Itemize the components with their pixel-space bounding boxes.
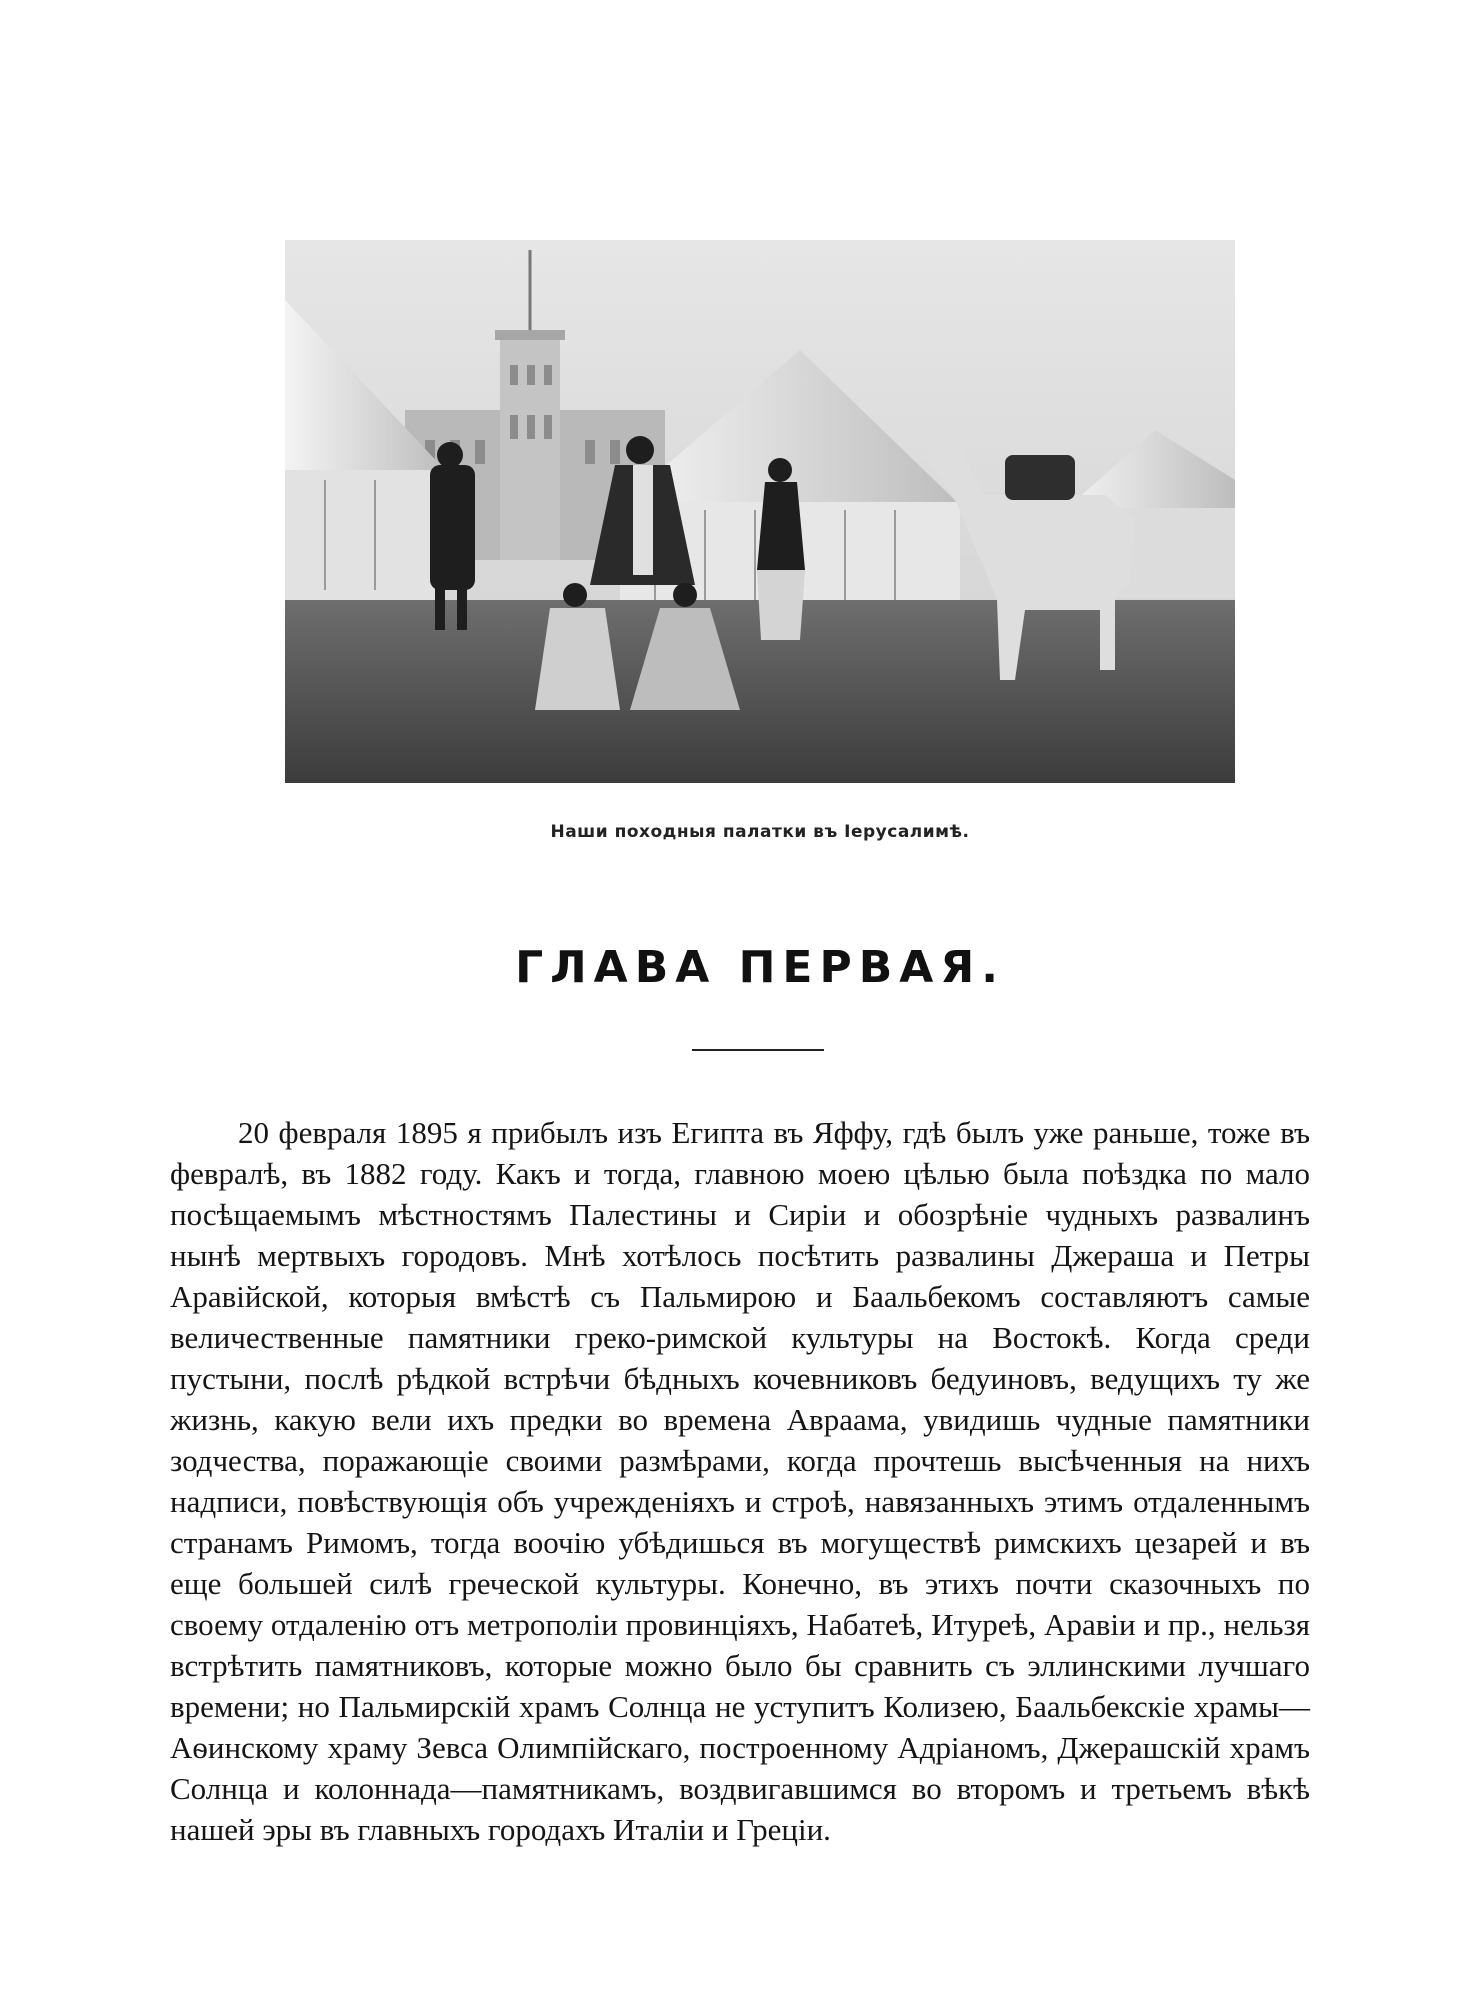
chapter-title: ГЛАВА ПЕРВАЯ. <box>515 942 1005 993</box>
photograph <box>285 240 1235 783</box>
photograph-drawing <box>285 240 1235 783</box>
divider-rule <box>692 1049 824 1051</box>
body-paragraph: 20 февраля 1895 я прибылъ изъ Египта въ Яффу, гдѣ былъ уже раньше, тоже въ февралѣ, въ 1882 году. Какъ и тогда, главною моею цѣлью была поѣздка по мало посѣщаемымъ мѣстностямъ Палестины и Сиріи и обозрѣніе чудныхъ развалинъ нынѣ мертвыхъ городовъ. Мнѣ хотѣлось посѣтить развалины Джераша и Петры Аравійской, которыя вмѣстѣ съ Пальмирою и Баальбекомъ составляютъ самые величественные памятники греко-римской культуры на Востокѣ. Когда среди пустыни, послѣ рѣдкой встрѣчи бѣдныхъ кочевниковъ бедуиновъ, ведущихъ ту же жизнь, какую вели ихъ предки во времена Авраама, увидишь чудные памятники зодчества, поражающіе своими размѣрами, когда прочтешь высѣченныя на нихъ надписи, повѣствующія объ учрежденіяхъ и строѣ, навязанныхъ этимъ отдаленнымъ странамъ Римомъ, тогда воочію убѣдишься въ могуществѣ римскихъ цезарей и въ еще большей силѣ греческой культуры. Конечно, въ этихъ почти сказочныхъ по своему отдаленію отъ метрополіи провинціяхъ, Набатеѣ, Итуреѣ, Аравіи и пр., нельзя встрѣтить памятниковъ, которые можно было бы сравнить съ эллинскими лучшаго времени; но Пальмирскій храмъ Солнца не уступитъ Колизею, Баальбекскіе храмы—Аѳинскому храму Зевса Олимпійскаго, построенному Адріаномъ, Джерашскій храмъ Солнца и колоннада—памятникамъ, воздвигавшимся во второмъ и третьемъ вѣкѣ нашей эры въ главныхъ городахъ Италіи и Греціи. <box>170 1115 1310 1847</box>
photo-caption: Наши походныя палатки въ Iерусалимѣ. <box>550 822 970 842</box>
